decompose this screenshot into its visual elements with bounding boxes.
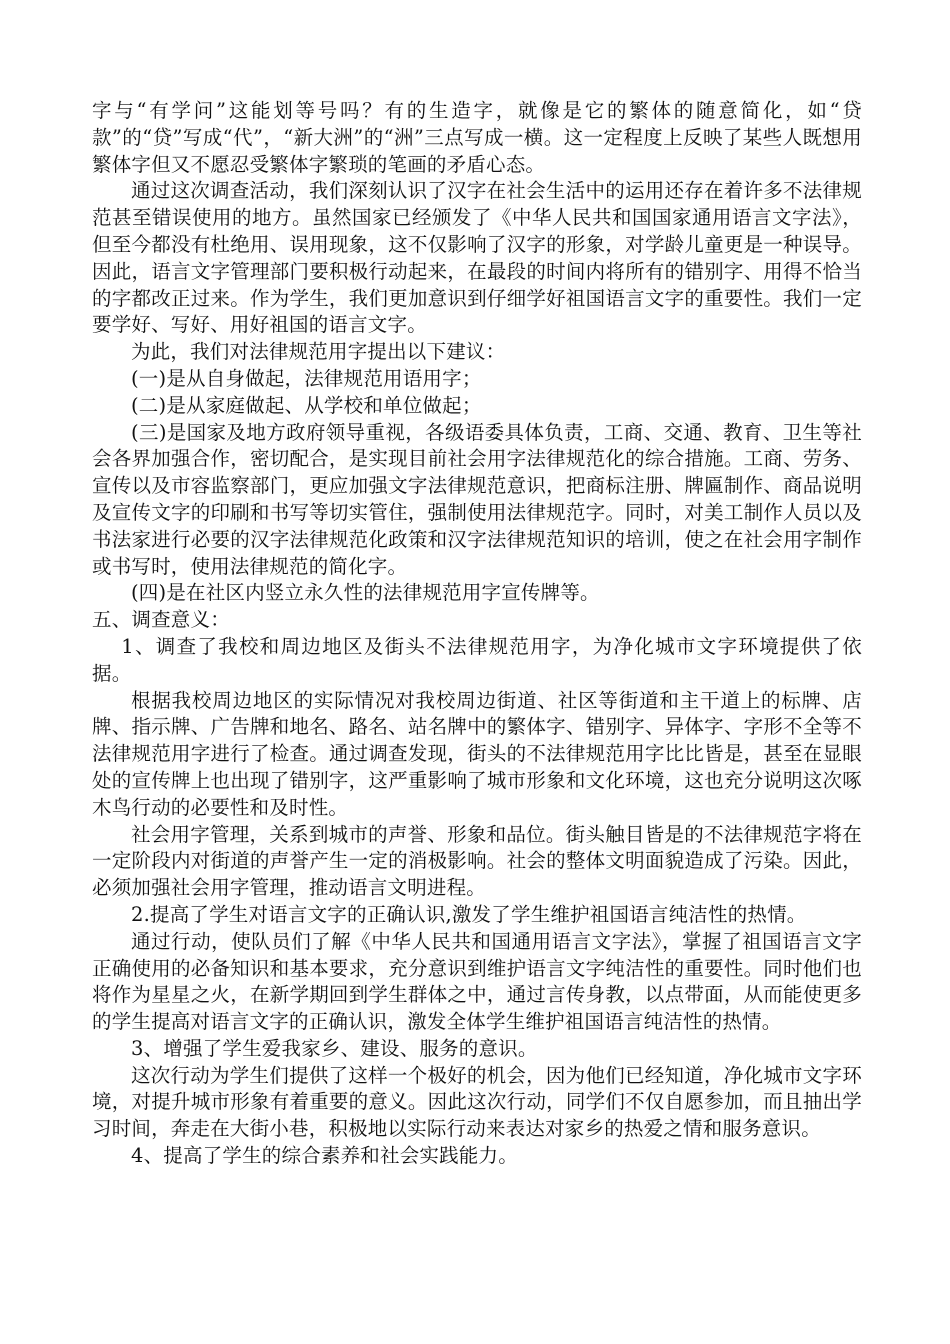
paragraph-action-effect: 通过行动，使队员们了解《中华人民共和国通用语言文字法》，掌握了祖国语言文字正确使用的必备知识和基本要求，充分意识到维护语言文字纯洁性的重要性。同时他们也将作为星星之火，在新学期回到学生群体之中，通过言传身教，以点带面，从而能使更多的学生提高对语言文字的正确认识，激发全体学生维护祖国语言纯洁性的热情。: [92, 929, 862, 1034]
section-heading-significance: 五、调查意义：: [92, 608, 230, 632]
significance-item-3: 3、增强了学生爱我家乡、建设、服务的意识。: [131, 1036, 538, 1060]
paragraph-intro: 字与“有学问”这能划等号吗？有的生造字，就像是它的繁体的随意简化，如“贷款”的“贷”写成“代”，“新大洲”的“洲”三点写成一横。这一定程度上反映了某些人既想用繁体字但又不愿忍受繁体字繁琐的笔画的矛盾心态。: [92, 99, 862, 176]
document-body: [92, 98, 862, 1170]
paragraph-suggestions-intro: 为此，我们对法律规范用字提出以下建议：: [131, 340, 506, 364]
paragraph-opportunity: 这次行动为学生们提供了这样一个极好的机会，因为他们已经知道，净化城市文字环境，对提升城市形象有着重要的意义。因此这次行动，同学们不仅自愿参加，而且抽出学习时间，奔走在大街小巷，积极地以实际行动来表达对家乡的热爱之情和服务意识。: [92, 1063, 862, 1141]
significance-item-1: 1、调查了我校和周边地区及街头不法律规范用字，为净化城市文字环境提供了依据。: [92, 634, 862, 685]
suggestion-item-2: (二)是从家庭做起、从学校和单位做起；: [131, 393, 482, 417]
suggestion-item-1: (一)是从自身做起，法律规范用语用字；: [131, 366, 482, 390]
suggestion-item-3: (三)是国家及地方政府领导重视，各级语委具体负责，工商、交通、教育、卫生等社会各界加强合作，密切配合，是实现目前社会用字法律规范化的综合措施。工商、劳务、宣传以及市容监察部门，更应加强文字法律规范意识，把商标注册、牌匾制作、商品说明及宣传文字的印刷和书写等切实管住，强制使用法律规范字。同时，对美工制作人员以及书法家进行必要的汉字法律规范化政策和汉字法律规范知识的培训，使之在社会用字制作或书写时，使用法律规范的简化字。: [92, 420, 862, 578]
suggestion-item-4: (四)是在社区内竖立永久性的法律规范用字宣传牌等。: [131, 581, 600, 605]
paragraph-inspection: 根据我校周边地区的实际情况对我校周边街道、社区等街道和主干道上的标牌、店牌、指示牌、广告牌和地名、路名、站名牌中的繁体字、错别字、异体字、字形不全等不法律规范用字进行了检查。通过调查发现，街头的不法律规范用字比比皆是，甚至在显眼处的宣传牌上也出现了错别字，这严重影响了城市形象和文化环境，这也充分说明这次啄木鸟行动的必要性和及时性。: [92, 688, 862, 819]
significance-item-4: 4、提高了学生的综合素养和社会实践能力。: [131, 1144, 518, 1168]
significance-item-2: 2.提高了学生对语言文字的正确认识,激发了学生维护祖国语言纯洁性的热情。: [131, 902, 807, 926]
paragraph-findings: 通过这次调查活动，我们深刻认识了汉字在社会生活中的运用还存在着许多不法律规范甚至错误使用的地方。虽然国家已经颁发了《中华人民共和国国家通用语言文字法》，但至今都没有杜绝用、误用现象，这不仅影响了汉字的形象，对学龄儿童更是一种误导。因此，语言文字管理部门要积极行动起来，在最段的时间内将所有的错别字、用得不恰当的字都改正过来。作为学生，我们更加意识到仔细学好祖国语言文字的重要性。我们一定要学好、写好、用好祖国的语言文字。: [92, 179, 862, 337]
paragraph-social-usage: 社会用字管理，关系到城市的声誉、形象和品位。街头触目皆是的不法律规范字将在一定阶段内对街道的声誉产生一定的消极影响。社会的整体文明面貌造成了污染。因此，必须加强社会用字管理，推动语言文明进程。: [92, 822, 862, 900]
